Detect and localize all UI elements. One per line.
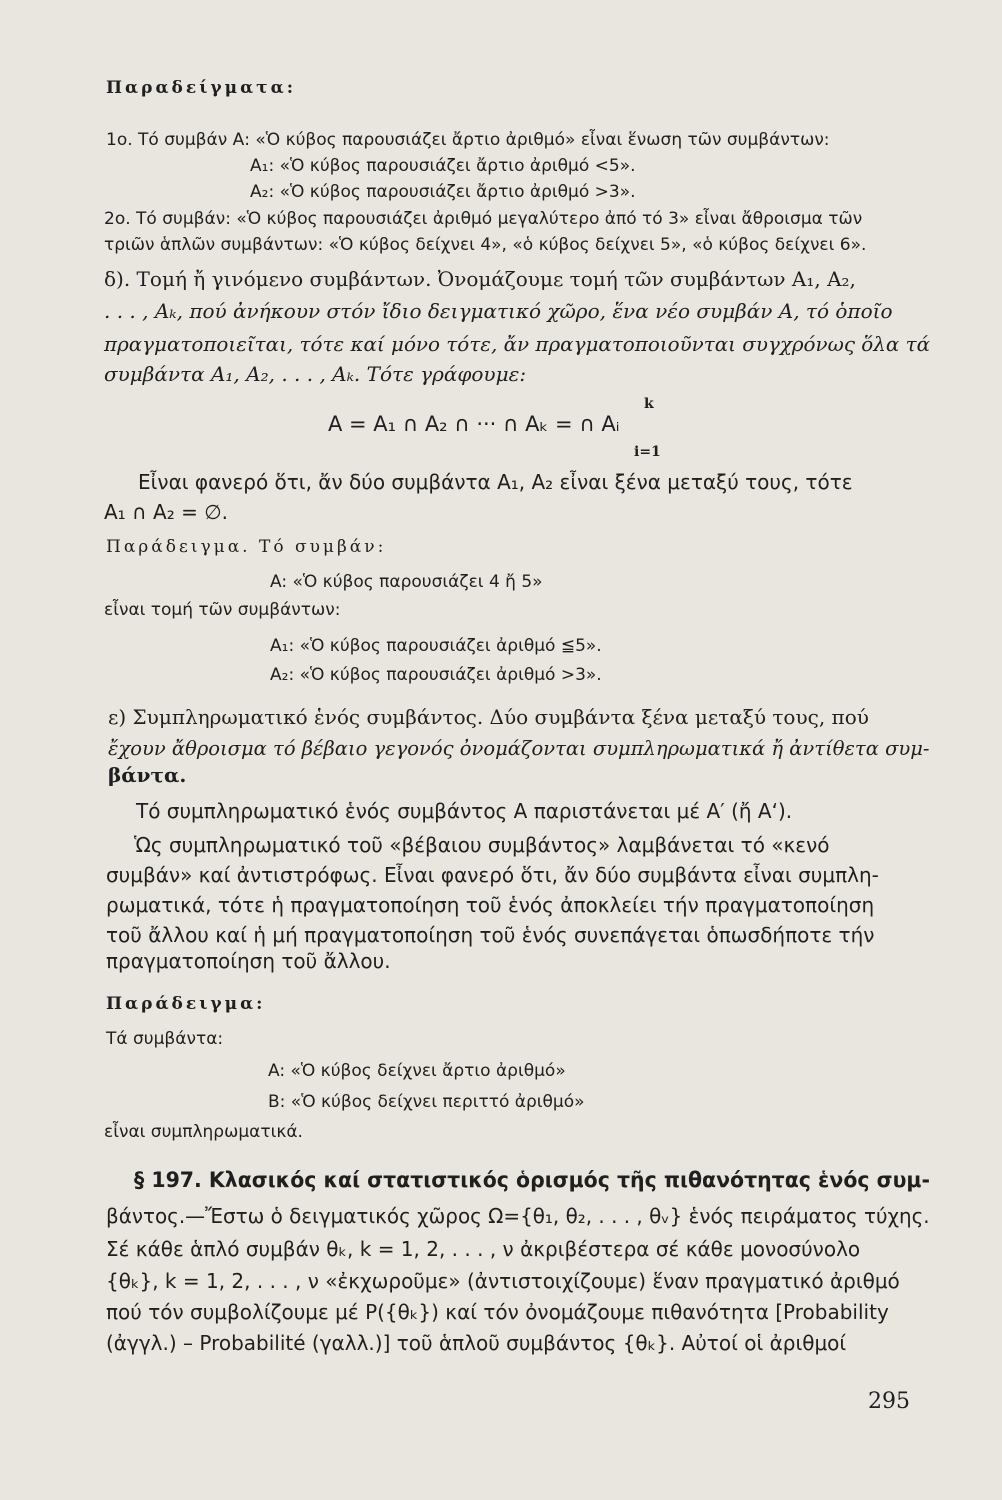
complement-line-4: ρωματικά, τότε ἡ πραγματοποίηση τοῦ ἑνός ἀποκλείει τήν πραγματοποίηση (106, 893, 875, 917)
section-d-line-1: δ). Τομή ἤ γινόμενο συμβάντων. Ὀνομάζουμε τομή τῶν συμβάντων A₁, A₂, (104, 267, 856, 291)
section-197-line-1: § 197. Κλασικός καί στατιστικός ὁρισμός τῆς πιθανότητας ἑνός συμ- (134, 1168, 930, 1192)
example-3-a1: A₁: «Ὁ κύβος παρουσιάζει ἀριθμό ≦5». (270, 636, 602, 656)
complement-line-6: πραγματοποίηση τοῦ ἄλλου. (106, 949, 391, 973)
example-3-a: A: «Ὁ κύβος παρουσιάζει 4 ἤ 5» (270, 572, 543, 592)
page-number: 295 (868, 1389, 910, 1414)
section-197-line-4: {θₖ}, k = 1, 2, . . . , ν «ἐκχωροῦμε» (ἀντιστοιχίζουμε) ἕναν πραγματικό ἀριθμό (106, 1269, 900, 1293)
disjoint-line-2: A₁ ∩ A₂ = ∅. (104, 500, 229, 524)
example-4-end: εἶναι συμπληρωματικά. (104, 1122, 303, 1142)
complement-line-2: Ὡς συμπληρωματικό τοῦ «βέβαιου συμβάντος» λαμβάνεται τό «κενό (134, 833, 830, 857)
example-1-a2: A₂: «Ὁ κύβος παρουσιάζει ἄρτιο ἀριθμό >3». (250, 182, 636, 202)
section-d-line-4: συμβάντα A₁, A₂, . . . , Aₖ. Τότε γράφουμε: (104, 362, 527, 386)
example-3-a2: A₂: «Ὁ κύβος παρουσιάζει ἀριθμό >3». (270, 665, 602, 685)
example-4-heading: Παράδειγμα: (106, 994, 266, 1014)
section-197-line-6: (ἀγγλ.) – Probabilité (γαλλ.)] τοῦ ἁπλοῦ συμβάντος {θₖ}. Αὐτοί οἱ ἀριθμοί (106, 1331, 847, 1355)
example-4-a: A: «Ὁ κύβος δείχνει ἄρτιο ἀριθμό» (268, 1061, 566, 1081)
formula-subscript: i=1 (634, 444, 661, 460)
example-4-intro: Τά συμβάντα: (106, 1029, 224, 1049)
example-4-b: B: «Ὁ κύβος δείχνει περιττό ἀριθμό» (268, 1092, 585, 1112)
section-e-line-1: ε) Συμπληρωματικό ἑνός συμβάντος. Δύο συμβάντα ξένα μεταξύ τους, πού (108, 705, 869, 729)
section-197-line-2: βάντος.—Ἔστω ὁ δειγματικός χῶρος Ω={θ₁, θ₂, . . . , θᵥ} ἑνός πειράματος τύχης. (106, 1204, 930, 1228)
example-2-line-1: 2ο. Τό συμβάν: «Ὁ κύβος παρουσιάζει ἀριθμό μεγαλύτερο ἀπό τό 3» εἶναι ἄθροισμα τῶν (104, 209, 863, 229)
section-d-line-3: πραγματοποιεῖται, τότε καί μόνο τότε, ἄν πραγματοποιοῦνται συγχρόνως ὅλα τά (104, 332, 931, 356)
section-e-line-2: ἔχουν ἄθροισμα τό βέβαιο γεγονός ὀνομάζονται συμπληρωματικά ἤ ἀντίθετα συμ- (108, 736, 930, 760)
example-3-intro: εἶναι τομή τῶν συμβάντων: (104, 600, 341, 620)
disjoint-line-1: Εἶναι φανερό ὅτι, ἄν δύο συμβάντα A₁, A₂ εἶναι ξένα μεταξύ τους, τότε (138, 470, 853, 494)
example-3-heading: Παράδειγμα. Τό συμβάν: (106, 537, 387, 557)
example-1-a1: A₁: «Ὁ κύβος παρουσιάζει ἄρτιο ἀριθμό <5». (250, 156, 636, 176)
examples-heading: Παραδείγματα: (106, 78, 296, 98)
example-2-line-2: τριῶν ἁπλῶν συμβάντων: «Ὁ κύβος δείχνει 4», «ὁ κύβος δείχνει 5», «ὁ κύβος δείχνει 6». (104, 235, 867, 255)
section-197-line-3: Σέ κάθε ἁπλό συμβάν θₖ, k = 1, 2, . . . , ν ἀκριβέστερα σέ κάθε μονοσύνολο (106, 1237, 861, 1261)
section-197-line-5: πού τόν συμβολίζουμε μέ P({θₖ}) καί τόν ὀνομάζουμε πιθανότητα [Probability (106, 1300, 889, 1324)
example-1-line: 1ο. Τό συμβάν Α: «Ὁ κύβος παρουσιάζει ἄρτιο ἀριθμό» εἶναι ἕνωση τῶν συμβάντων: (106, 130, 830, 150)
complement-line-5: τοῦ ἄλλου καί ἡ μή πραγματοποίηση τοῦ ἑνός συνεπάγεται ὁπωσδήποτε τήν (106, 923, 875, 947)
formula-superscript: k (644, 396, 654, 412)
complement-line-1: Τό συμπληρωματικό ἑνός συμβάντος A παριστάνεται μέ A′ (ἤ A‘). (136, 799, 793, 823)
intersection-formula: A = A₁ ∩ A₂ ∩ ··· ∩ Aₖ = ∩ Aᵢ (328, 412, 620, 436)
section-d-line-2: . . . , Aₖ, πού ἀνήκουν στόν ἴδιο δειγματικό χῶρο, ἕνα νέο συμβάν A, τό ὁποῖο (104, 299, 893, 323)
complement-line-3: συμβάν» καί ἀντιστρόφως. Εἶναι φανερό ὅτι, ἄν δύο συμβάντα εἶναι συμπλη- (106, 863, 879, 887)
section-e-line-3: βάντα. (108, 763, 187, 787)
